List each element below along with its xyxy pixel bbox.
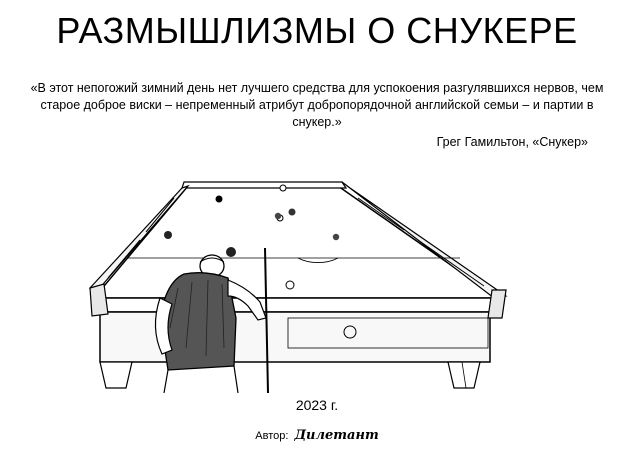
black-ball [216,196,223,203]
year: 2023 г. [295,397,339,413]
red-ball [289,209,296,216]
page-title: РАЗМЫШЛИЗМЫ О СНУКЕРЕ [56,10,578,51]
red-ball [333,234,339,240]
red-ball [164,231,172,239]
near-cushion [94,298,498,312]
author-line [0,428,634,443]
epigraph-attribution: Грег Гамильтон, «Снукер» [436,135,588,149]
white-ball [286,281,294,289]
author-name: Дилетант [294,428,379,443]
table-leg [100,362,132,388]
far-cushion [182,182,346,188]
epigraph-quote: «В этот непогожий зимний день нет лучшего средства для успокоения разгулявшихся нервов, чем старое доброе виски – непременный атрибут добропорядочной английской семьи – и партии в снукер.» [30,81,604,129]
table-surface [94,186,498,298]
snooker-player-illustration [88,178,508,393]
spot-ball [280,185,286,191]
author-label: Автор: [255,430,289,442]
cue-ball [226,247,236,257]
red-ball [275,213,281,219]
